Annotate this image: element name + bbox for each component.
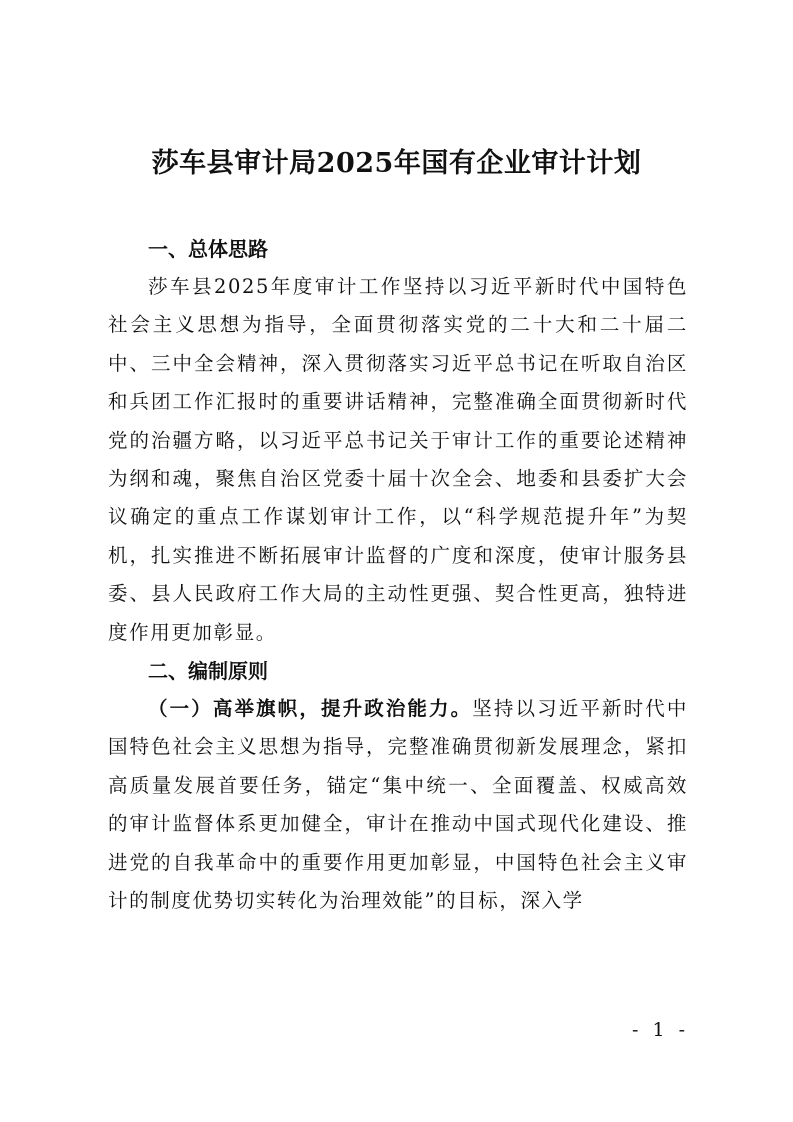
page-number: - 1 - — [631, 1019, 689, 1041]
paragraph-overall-approach — [108, 268, 688, 652]
paragraph-text: 坚持以习近平新时代中国特色社会主义思想为指导，完整准确贯彻新发展理念，紧扣高质量发展首要任务，锚定“集中统一、全面覆盖、权威高效的审计监督体系更加健全，审计在推动中国式现代化建设、推进党的自我革命中的重要作用更加彰显，中国特色社会主义审计的制度优势切实转化为治理效能”的目标，深入学 — [108, 697, 688, 913]
document-body — [108, 230, 688, 921]
paragraph-principle-1 — [108, 690, 688, 920]
paragraph-text: 莎车县2025年度审计工作坚持以习近平新时代中国特色社会主义思想为指导，全面贯彻落实党的二十大和二十届二中、三中全会精神，深入贯彻落实习近平总书记在听取自治区和兵团工作汇报时的重要讲话精神，完整准确全面贯彻新时代党的治疆方略，以习近平总书记关于审计工作的重要论述精神为纲和魂，聚焦自治区党委十届十次全会、地委和县委扩大会议确定的重点工作谋划审计工作，以“科学规范提升年”为契机，扎实推进不断拓展审计监督的广度和深度，使审计服务县委、县人民政府工作大局的主动性更强、契合性更高，独特进度作用更加彰显。 — [108, 275, 688, 644]
section-heading-principles: 二、编制原则 — [148, 659, 268, 684]
document-title: 莎车县审计局2025年国有企业审计计划 — [151, 148, 642, 179]
section-heading-overall-approach: 一、总体思路 — [148, 237, 268, 261]
paragraph-lead: （一）高举旗帜，提升政治能力。 — [148, 697, 473, 721]
